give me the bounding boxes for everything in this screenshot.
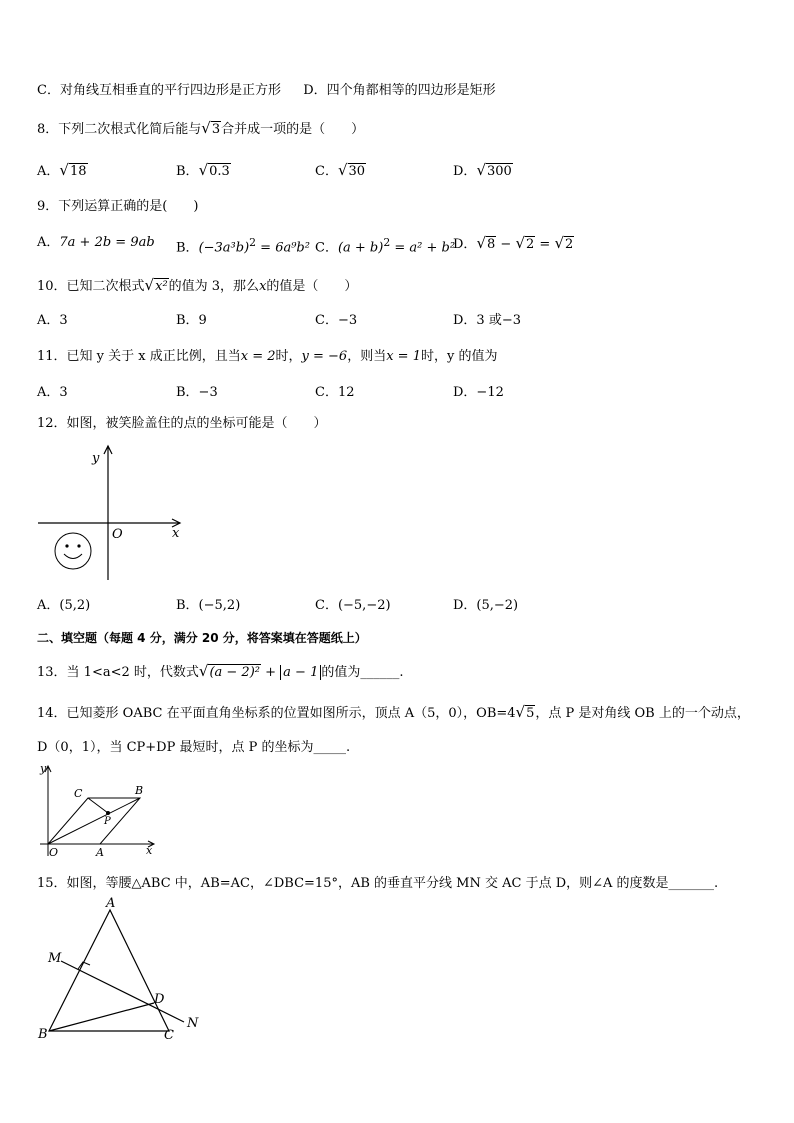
svg-text:B: B: [38, 1027, 48, 1042]
line-mn: [61, 961, 184, 1022]
svg-text:y: y: [40, 762, 47, 775]
svg-text:O: O: [49, 846, 59, 859]
q12-origin-label: O: [112, 527, 123, 542]
q12-figure: [30, 440, 190, 585]
q12-option-b: B．(−5,2): [176, 598, 241, 613]
q10-stem: 10．已知二次根式√x²的值为 3，那么x的值是（ ）: [37, 276, 358, 294]
point-p: [106, 811, 110, 815]
q9-option-b: B．$(-3a^3b)^2 = 6a^9b^2$: [176, 236, 310, 256]
q10-option-c: C．−3: [315, 313, 358, 328]
q13-stem: 13．当 1<a<2 时，代数式√(a − 2)² + a − 1 的值为______.: [37, 662, 404, 680]
q11-option-a: A．3: [37, 385, 68, 400]
q7-option-c: C．对角线互相垂直的平行四边形是正方形: [37, 83, 281, 98]
q7-option-d: D．四个角都相等的四边形是矩形: [303, 83, 496, 98]
svg-text:C: C: [74, 787, 83, 800]
q9-stem: 9．下列运算正确的是( ): [37, 199, 199, 214]
q9-option-a: A．7a + 2b = 9ab: [37, 235, 155, 250]
q12-y-label: y: [92, 451, 100, 466]
diagonal-ob: [48, 798, 140, 844]
q15-figure: [30, 893, 215, 1043]
q14-figure: [36, 760, 161, 860]
q8-option-b: B．√0.3: [176, 161, 230, 179]
svg-text:A: A: [96, 846, 104, 859]
q11-option-d: D．−12: [453, 385, 504, 400]
q12-option-d: D．(5,−2): [453, 598, 519, 613]
svg-text:C: C: [164, 1028, 174, 1043]
q8-stem-radicand: 3: [211, 122, 221, 137]
q10-option-b: B．9: [176, 313, 207, 328]
q7-options: [37, 82, 496, 100]
q12-stem: 12．如图，被笑脸盖住的点的坐标可能是（ ）: [37, 416, 327, 431]
q9-option-c: C．$(a + b)^2 = a^2 + b^2$: [315, 236, 456, 256]
q11-option-c: C．12: [315, 385, 355, 400]
q10-option-a: A．3: [37, 313, 68, 328]
segment-bd: [49, 1003, 154, 1031]
q8-option-a: A．√18: [37, 161, 87, 179]
smiley-face-icon: [55, 533, 91, 569]
q10-option-d: D．3 或−3: [453, 313, 521, 328]
svg-text:N: N: [187, 1016, 199, 1031]
q14-line-2: D（0，1），当 CP+DP 最短时，点 P 的坐标为_____.: [37, 740, 351, 755]
right-angle-mark: [78, 962, 90, 969]
q15-stem: 15．如图，等腰△ABC 中，AB=AC，∠DBC=15°，AB 的垂直平分线 MN 交 AC 于点 D，则∠A 的度数是_______.: [37, 876, 719, 891]
svg-text:M: M: [48, 951, 62, 966]
q8-stem: 8．下列二次根式化简后能与√3合并成一项的是（ ）: [37, 119, 365, 137]
q8-option-c: C．√30: [315, 161, 366, 179]
svg-text:A: A: [106, 896, 116, 911]
q8-option-d: D．√300: [453, 161, 512, 179]
q12-option-a: A．(5,2): [37, 598, 91, 613]
section-2-heading: 二、填空题（每题 4 分，满分 20 分，将答案填在答题纸上）: [37, 631, 367, 645]
segment-cp: [88, 798, 108, 813]
q11-stem: 11．已知 y 关于 x 成正比例，且当x = 2时，y = −6，则当x = 1时，y 的值为: [37, 349, 498, 364]
svg-text:x: x: [146, 844, 153, 857]
q14-line-1: 14．已知菱形 OABC 在平面直角坐标系的位置如图所示，顶点 A（5，0），OB=4√5，点 P 是对角线 OB 上的一个动点，: [37, 703, 750, 721]
triangle-abc: [49, 910, 169, 1031]
q11-option-b: B．−3: [176, 385, 218, 400]
svg-text:D: D: [154, 992, 165, 1007]
svg-text:B: B: [135, 784, 144, 797]
svg-text:P: P: [104, 816, 111, 827]
q12-x-label: x: [172, 526, 180, 541]
q9-option-d: D．√8 − √2 = √2: [453, 234, 574, 252]
q12-option-c: C．(−5,−2): [315, 598, 391, 613]
